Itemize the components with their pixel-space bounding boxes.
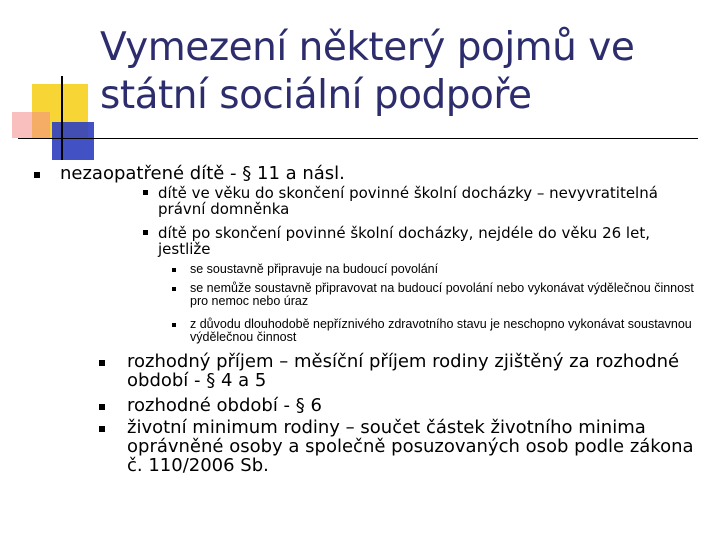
- decor-horizontal-line: [18, 138, 698, 139]
- bullet-marker: [143, 190, 148, 195]
- bullet-marker: [172, 287, 176, 291]
- list-item: dítě po skončení povinné školní docházky, nejdéle do věku 26 let, jestliže: [158, 224, 650, 258]
- list-item: rozhodný příjem – měsíční příjem rodiny zjištěný za rozhodné období - § 4 a 5: [127, 351, 680, 391]
- bullet-marker: [172, 268, 176, 272]
- list-item: z důvodu dlouhodobě nepříznivého zdravotního stavu je neschopno vykonávat soustavnou výdělečnou činnost: [190, 317, 692, 344]
- bullet-marker: [99, 426, 105, 432]
- decor-red-square: [12, 112, 50, 138]
- slide-title: Vymezení některý pojmů ve státní sociální podpoře: [100, 25, 635, 118]
- bullet-marker: [99, 360, 105, 366]
- bullet-marker: [143, 230, 148, 235]
- bullet-marker: [34, 172, 40, 178]
- bullet-marker: [172, 323, 176, 327]
- list-item: se nemůže soustavně připravovat na budoucí povolání nebo vykonávat výdělečnou činnost pro nemoc nebo úraz: [190, 281, 694, 308]
- decor-vertical-line: [61, 76, 63, 160]
- decor-blue-square: [52, 122, 94, 160]
- list-item: se soustavně připravuje na budoucí povolání: [190, 262, 439, 276]
- bullet-marker: [99, 404, 105, 410]
- list-item: rozhodné období - § 6: [127, 395, 322, 416]
- list-item: dítě ve věku do skončení povinné školní docházky – nevyvratitelná právní domněnka: [158, 184, 658, 218]
- list-item: nezaopatřené dítě - § 11 a násl.: [60, 163, 345, 184]
- list-item: životní minimum rodiny – součet částek životního minima oprávněné osoby a společně posuzovaných osob podle zákona č. 110/2006 Sb.: [127, 417, 694, 476]
